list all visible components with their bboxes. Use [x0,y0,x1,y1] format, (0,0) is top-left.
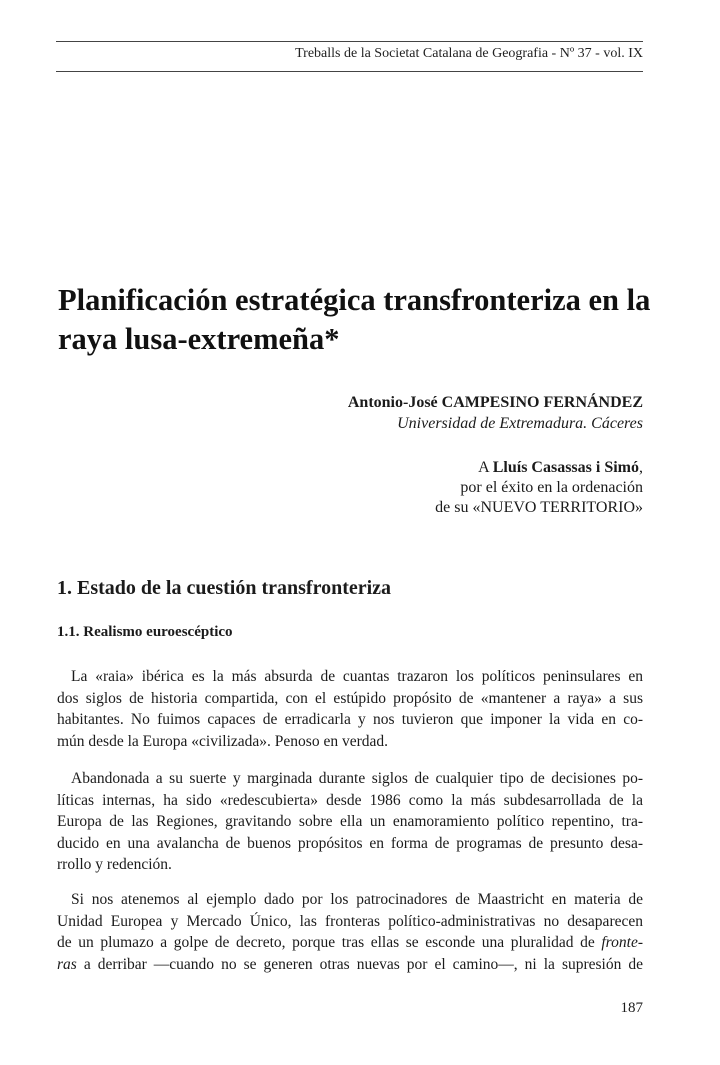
dedication-line-1 [435,458,643,478]
paragraph-3 [57,889,643,975]
paragraph-line: habitantes. No fuimos capaces de erradicarla y nos tuvieron que imponer la vida en co- [57,711,643,728]
paragraph-line: dos siglos de historia compartida, con el estúpido propósito de «mantener a raya» a sus [57,689,643,707]
paragraph-line [57,954,643,976]
author-affiliation: Universidad de Extremadura. Cáceres [397,415,643,432]
paragraph-line: Unidad Europea y Mercado Único, las fronteras político-administrativas no desaparecen [57,912,643,930]
header-rule-top [56,41,643,42]
paragraph-line: ducido en una avalancha de buenos propósitos en forma de programas de presunto desa- [57,834,643,852]
paragraph-line [57,932,643,954]
running-head: Treballs de la Societat Catalana de Geografia - Nº 37 - vol. IX [295,46,643,61]
paragraph-1 [57,666,643,752]
paragraph-line: Abandonada a su suerte y marginada durante siglos de cualquier tipo de decisiones po- [71,770,643,787]
dedication [435,458,643,518]
header-rule-bottom [56,71,643,72]
paragraph-text: de un plumazo a golpe de decreto, porque tras ellas se esconde una pluralidad de [57,934,602,951]
paragraph-line: Europa de las Regiones, gravitando sobre ella un enamoramiento político repentino, tra- [57,813,643,830]
section-heading: 1. Estado de la cuestión transfronteriza [57,577,392,599]
paragraph-2 [57,768,643,876]
paragraph-line: mún desde la Europa «civilizada». Penoso en verdad. [57,732,388,750]
title-line-1: Planificación estratégica transfronteriza en la [58,283,651,317]
paragraph-line: rrollo y redención. [57,856,172,873]
paragraph-line: líticas internas, ha sido «redescubierta» desde 1986 como la más subdesarrollada de la [57,791,643,809]
page-number: 187 [620,1000,643,1016]
dedication-line-3: de su «NUEVO TERRITORIO» [435,499,643,516]
dedication-line-2: por el éxito en la ordenación [460,479,643,496]
dedication-comma: , [639,459,643,476]
subsection-heading: 1.1. Realismo euroescéptico [57,624,233,640]
paragraph-italic-text: ras [57,955,77,973]
dedication-prefix: A [478,459,493,476]
paragraph-line: La «raia» ibérica es la más absurda de cuantas trazaron los políticos peninsulares en [71,668,643,685]
paragraph-line: Si nos atenemos al ejemplo dado por los patrocinadores de Maastricht en materia de [71,891,643,908]
paragraph-italic-text: fronte- [601,934,643,951]
author-name: Antonio-José CAMPESINO FERNÁNDEZ [347,394,643,411]
paragraph-text: a derribar —cuando no se generen otras nuevas por el camino—, ni la supresión de [76,955,643,973]
title-line-2: raya lusa-extremeña* [58,322,340,356]
dedication-name: Lluís Casassas i Simó [492,459,639,476]
article-title [58,281,658,359]
